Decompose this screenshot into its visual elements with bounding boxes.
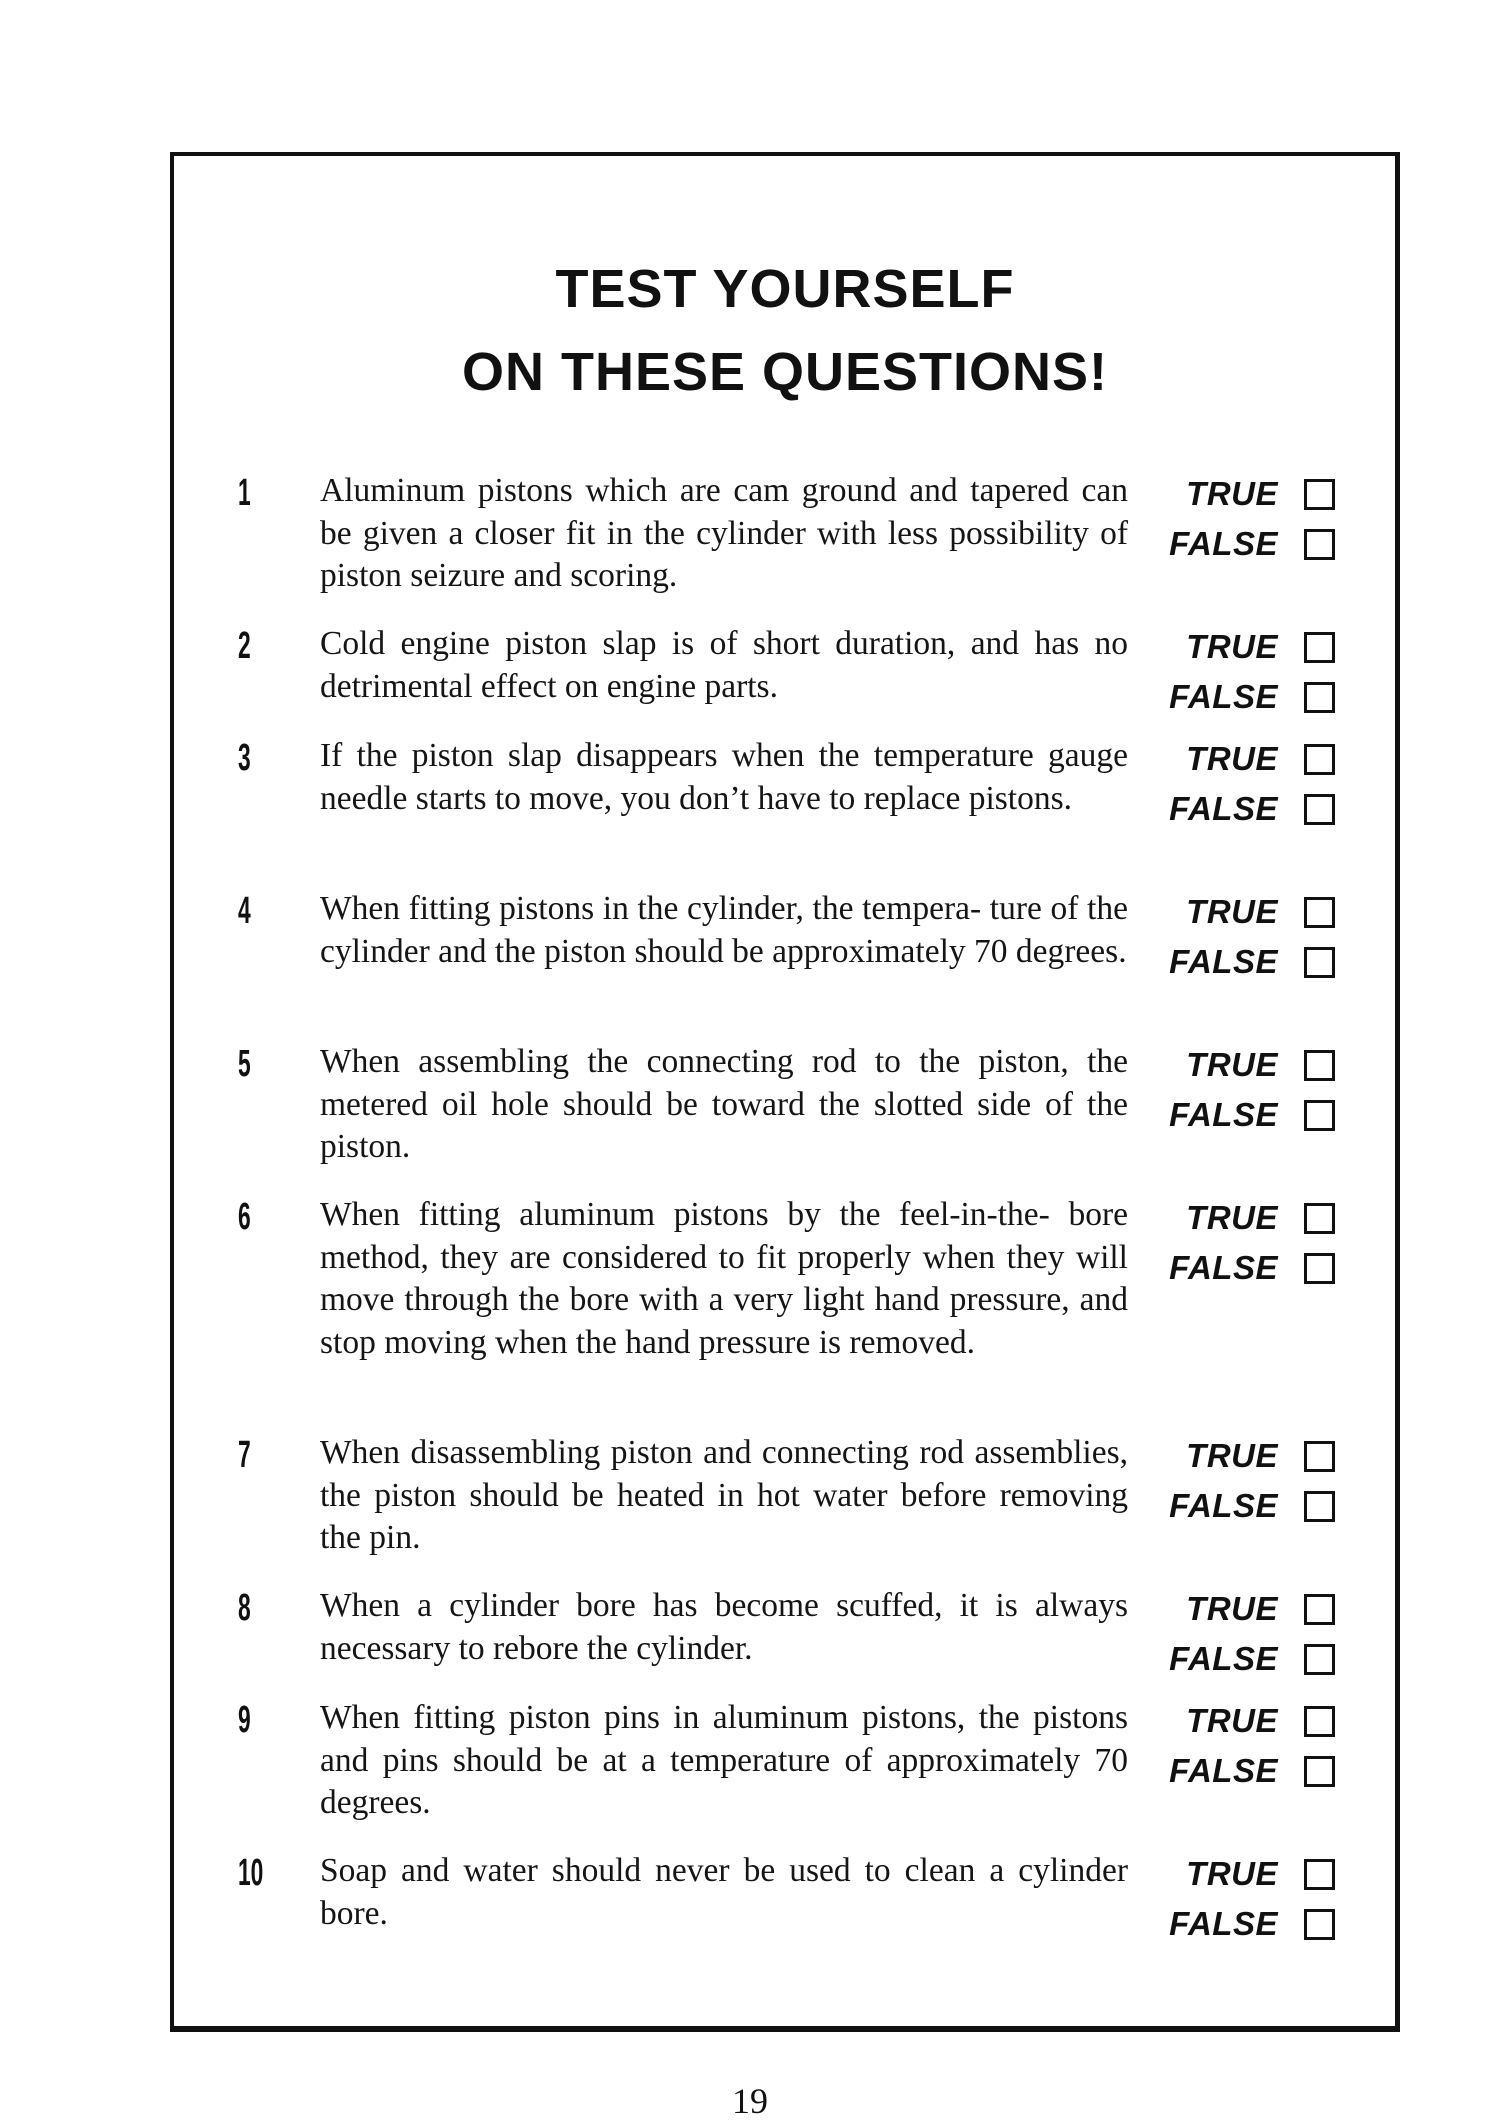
true-option[interactable] — [1170, 893, 1340, 933]
true-checkbox[interactable] — [1304, 1050, 1335, 1081]
false-label: FALSE — [1169, 790, 1278, 827]
question-number: 8 — [238, 1587, 251, 1629]
true-option[interactable] — [1170, 475, 1340, 515]
false-checkbox[interactable] — [1304, 794, 1335, 825]
false-label: FALSE — [1169, 943, 1278, 980]
question-number: 9 — [238, 1699, 251, 1741]
true-label: TRUE — [1186, 1702, 1278, 1739]
true-option[interactable] — [1170, 1590, 1340, 1630]
question-text: When disassembling piston and connecting rod assemblies, the piston should be heated in hot water before removing the pin. — [320, 1434, 1128, 1556]
true-option[interactable] — [1170, 628, 1340, 668]
question-text: When a cylinder bore has become scuffed, it is always necessary to rebore the cylinder. — [320, 1587, 1128, 1667]
question-number: 1 — [238, 472, 251, 514]
false-checkbox[interactable] — [1304, 947, 1335, 978]
question-text: When fitting pistons in the cylinder, the tempera- ture of the cylinder and the piston should be approximately 70 degrees. — [320, 890, 1128, 970]
true-label: TRUE — [1186, 1199, 1278, 1236]
question-text: Soap and water should never be used to clean a cylinder bore. — [320, 1852, 1128, 1932]
false-checkbox[interactable] — [1304, 1756, 1335, 1787]
question-text: Aluminum pistons which are cam ground and tapered can be given a closer fit in the cylinder with less possibility of piston seizure and scoring. — [320, 472, 1128, 594]
true-option[interactable] — [1170, 1437, 1340, 1477]
true-checkbox[interactable] — [1304, 479, 1335, 510]
question-number: 2 — [238, 625, 251, 667]
false-checkbox[interactable] — [1304, 682, 1335, 713]
true-option[interactable] — [1170, 1702, 1340, 1742]
false-label: FALSE — [1169, 1752, 1278, 1789]
true-option[interactable] — [1170, 740, 1340, 780]
question-text: When fitting piston pins in aluminum pistons, the pistons and pins should be at a temperature of approximately 70 degrees. — [320, 1699, 1128, 1821]
false-label: FALSE — [1169, 1249, 1278, 1286]
page-number: 19 — [732, 2081, 768, 2121]
question-number: 5 — [238, 1043, 251, 1085]
false-label: FALSE — [1169, 1905, 1278, 1942]
false-checkbox[interactable] — [1304, 1100, 1335, 1131]
false-option[interactable] — [1170, 1487, 1340, 1527]
true-option[interactable] — [1170, 1855, 1340, 1895]
true-option[interactable] — [1170, 1046, 1340, 1086]
true-label: TRUE — [1186, 1046, 1278, 1083]
false-option[interactable] — [1170, 1249, 1340, 1289]
false-label: FALSE — [1169, 1640, 1278, 1677]
false-label: FALSE — [1169, 1096, 1278, 1133]
false-checkbox[interactable] — [1304, 529, 1335, 560]
true-label: TRUE — [1186, 1437, 1278, 1474]
question-number: 3 — [238, 737, 251, 779]
true-checkbox[interactable] — [1304, 1203, 1335, 1234]
false-checkbox[interactable] — [1304, 1491, 1335, 1522]
false-option[interactable] — [1170, 678, 1340, 718]
false-checkbox[interactable] — [1304, 1909, 1335, 1940]
true-checkbox[interactable] — [1304, 744, 1335, 775]
true-checkbox[interactable] — [1304, 632, 1335, 663]
false-option[interactable] — [1170, 1096, 1340, 1136]
true-checkbox[interactable] — [1304, 897, 1335, 928]
true-label: TRUE — [1186, 1855, 1278, 1892]
true-label: TRUE — [1186, 740, 1278, 777]
false-label: FALSE — [1169, 1487, 1278, 1524]
true-option[interactable] — [1170, 1199, 1340, 1239]
false-label: FALSE — [1169, 678, 1278, 715]
question-number: 4 — [238, 890, 251, 932]
question-text: Cold engine piston slap is of short duration, and has no detrimental effect on engine parts. — [320, 625, 1128, 705]
true-label: TRUE — [1186, 1590, 1278, 1627]
true-checkbox[interactable] — [1304, 1859, 1335, 1890]
true-checkbox[interactable] — [1304, 1594, 1335, 1625]
false-option[interactable] — [1170, 1905, 1340, 1945]
true-checkbox[interactable] — [1304, 1441, 1335, 1472]
false-option[interactable] — [1170, 790, 1340, 830]
false-option[interactable] — [1170, 1752, 1340, 1792]
true-label: TRUE — [1186, 893, 1278, 930]
question-number: 10 — [238, 1852, 264, 1894]
false-checkbox[interactable] — [1304, 1253, 1335, 1284]
question-text: If the piston slap disappears when the temperature gauge needle starts to move, you don’t have to replace pistons. — [320, 737, 1128, 817]
question-number: 6 — [238, 1196, 251, 1238]
question-text: When fitting aluminum pistons by the feel-in-the- bore method, they are considered to fit properly when they will move through the bore with a very light hand pressure, and stop moving when the hand pressure is removed. — [320, 1196, 1128, 1361]
false-option[interactable] — [1170, 525, 1340, 565]
true-checkbox[interactable] — [1304, 1706, 1335, 1737]
false-option[interactable] — [1170, 943, 1340, 983]
question-text: When assembling the connecting rod to the piston, the metered oil hole should be toward the slotted side of the piston. — [320, 1043, 1128, 1165]
false-checkbox[interactable] — [1304, 1644, 1335, 1675]
page-title-line-1: TEST YOURSELF — [555, 259, 1015, 319]
true-label: TRUE — [1186, 628, 1278, 665]
question-number: 7 — [238, 1434, 251, 1476]
false-label: FALSE — [1169, 525, 1278, 562]
true-label: TRUE — [1186, 475, 1278, 512]
page-title-line-2: ON THESE QUESTIONS! — [461, 342, 1109, 402]
false-option[interactable] — [1170, 1640, 1340, 1680]
